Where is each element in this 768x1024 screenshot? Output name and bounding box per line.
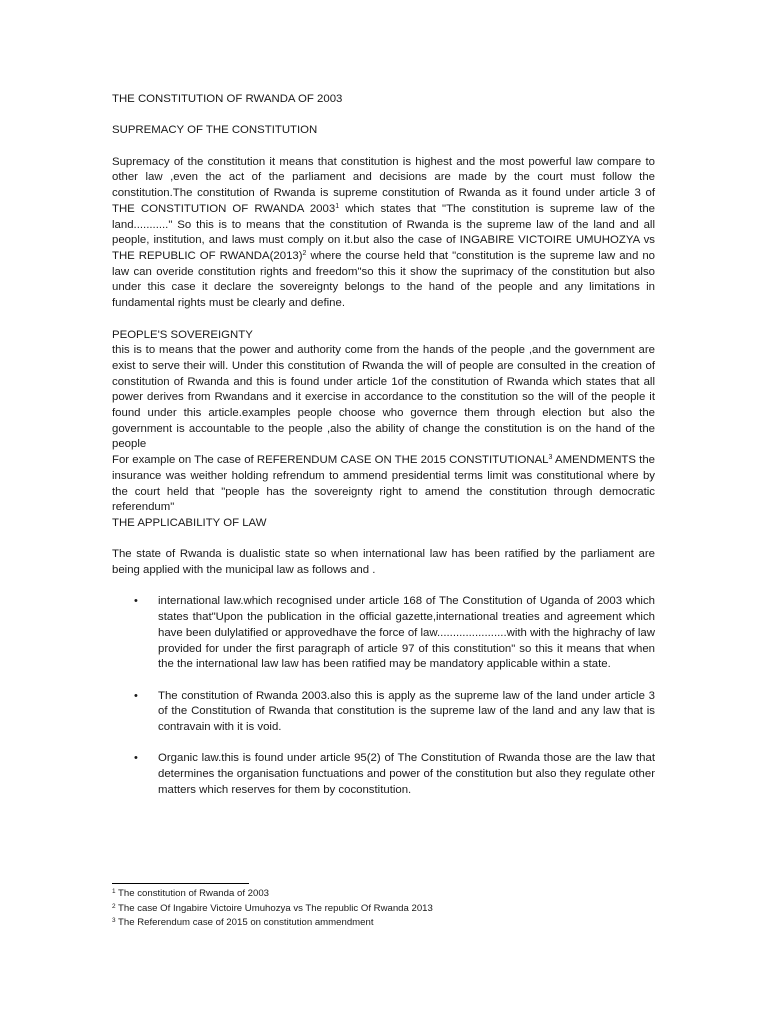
spacer xyxy=(112,139,655,155)
footnote-reference-1[interactable]: 1 xyxy=(335,202,340,210)
paragraph-text: which states that "The constitution is supreme law of the land..........." So this is to means that the constitution of Rwanda is the supreme law of the land and all people, institution, and laws must comply on it.but also the case of INGABIRE VICTOIRE UMUHOZYA vs THE REPUBLIC OF RWANDA(2013) xyxy=(112,202,655,262)
paragraph-text: where the course held that "constitution is the supreme law and no law can overide constitution rights and freedom"so this it show the suprimacy of the constitution but also under this case it declare the sovereignty belongs to the hand of the people and any limitations in fundamental rights must be clearly and define. xyxy=(112,250,655,310)
footnote-reference-2[interactable]: 2 xyxy=(302,250,307,257)
section-heading-applicability: THE APPLICABILITY OF LAW xyxy=(112,516,267,529)
paragraph-text: Supremacy of the constitution it means that constitution is highest and the most powerful law compare to other law ,even the act of the parliament and decisions are made by the court must follow the constitution.The constitution of Rwanda is supreme constitution of Rwanda as it found under article 3 of THE CONSTITUTION OF RWANDA 2003 xyxy=(112,155,655,215)
section-heading-supremacy: SUPREMACY OF THE CONSTITUTION xyxy=(112,124,318,137)
paragraph-sovereignty: this is to means that the power and authority come from the hands of the people ,and the government are exist to serve their will. Under this constitution of Rwanda the will of people are consulted in the creation of constitution of Rwanda and this is found under article 1of the constitution of Rwanda which states that all power derives from Rwandans and it exercise in accordance to the constitution so the will of the people it found under this article.examples people choose who governce them through election but also the government is accountable to the people ,also the ability of change the constitution is on the hand of the people xyxy=(112,344,655,451)
footnote-number: 3 xyxy=(112,917,116,925)
footnote-2 xyxy=(112,902,655,917)
document-title: THE CONSTITUTION OF RWANDA OF 2003 xyxy=(112,93,343,105)
footnote-number: 1 xyxy=(112,888,116,895)
paragraph-supremacy xyxy=(112,155,655,312)
footnote-number: 2 xyxy=(112,902,116,910)
list-item xyxy=(112,594,655,673)
list-item-text: Organic law.this is found under article 95(2) of The Constitution of Rwanda those are the law that determines the organisation functuations and power of the constitution but also they regulate other matters which reserves for them by coconstitution. xyxy=(158,752,655,796)
document-body xyxy=(112,92,655,814)
list-item xyxy=(112,751,655,798)
spacer xyxy=(112,579,655,595)
spacer xyxy=(112,108,655,124)
footnote-separator xyxy=(112,883,249,884)
list-item-text: international law.which recognised under article 168 of The Constitution of Uganda of 2003 which states that"Upon the publication in the official gazette,international treaties and agreement which have been dulylatified or approvedhave the force of law......................with with the highrachy of law provided for under the first paragraph of article 97 of this constitution" so this it means that when the the international law law has been ratified may be mandatory applicable within a state. xyxy=(158,595,655,671)
bullet-list xyxy=(112,594,655,798)
list-item-text: The constitution of Rwanda 2003.also this is apply as the supreme law of the land under article 3 of the Constitution of Rwanda that constitution is the supreme law of the land and any law that is contravain with it is void. xyxy=(158,689,655,734)
footnote-text: The case Of Ingabire Victoire Umuhozya vs The republic Of Rwanda 2013 xyxy=(115,902,433,914)
paragraph-applicability-intro: The state of Rwanda is dualistic state so when international law has been ratified by the parliament are being applied with the municipal law as follows and . xyxy=(112,548,655,577)
bullet-icon: • xyxy=(134,752,138,765)
spacer xyxy=(112,532,655,548)
footnotes xyxy=(112,887,655,931)
footnote-1 xyxy=(112,887,655,902)
footnote-reference-3[interactable]: 3 xyxy=(548,454,553,462)
paragraph-text: For example on The case of REFERENDUM CASE ON THE 2015 CONSTITUTIONAL xyxy=(112,454,549,467)
paragraph-text: AMENDMENTS the insurance was weither holding refrendum to ammend presidential terms limit was constitutional where by the court held that "people has the sovereignty right to amend the constitution through democratic referendum" xyxy=(112,454,655,514)
list-item xyxy=(112,689,655,736)
paragraph-referendum xyxy=(112,453,655,516)
footnote-text: The Referendum case of 2015 on constitution ammendment xyxy=(115,917,374,929)
spacer xyxy=(112,312,655,328)
bullet-icon: • xyxy=(134,689,138,702)
section-heading-sovereignty: PEOPLE'S SOVEREIGNTY xyxy=(112,328,253,341)
bullet-icon: • xyxy=(134,595,138,608)
footnote-text: The constitution of Rwanda of 2003 xyxy=(115,888,269,899)
footnote-3 xyxy=(112,916,655,931)
